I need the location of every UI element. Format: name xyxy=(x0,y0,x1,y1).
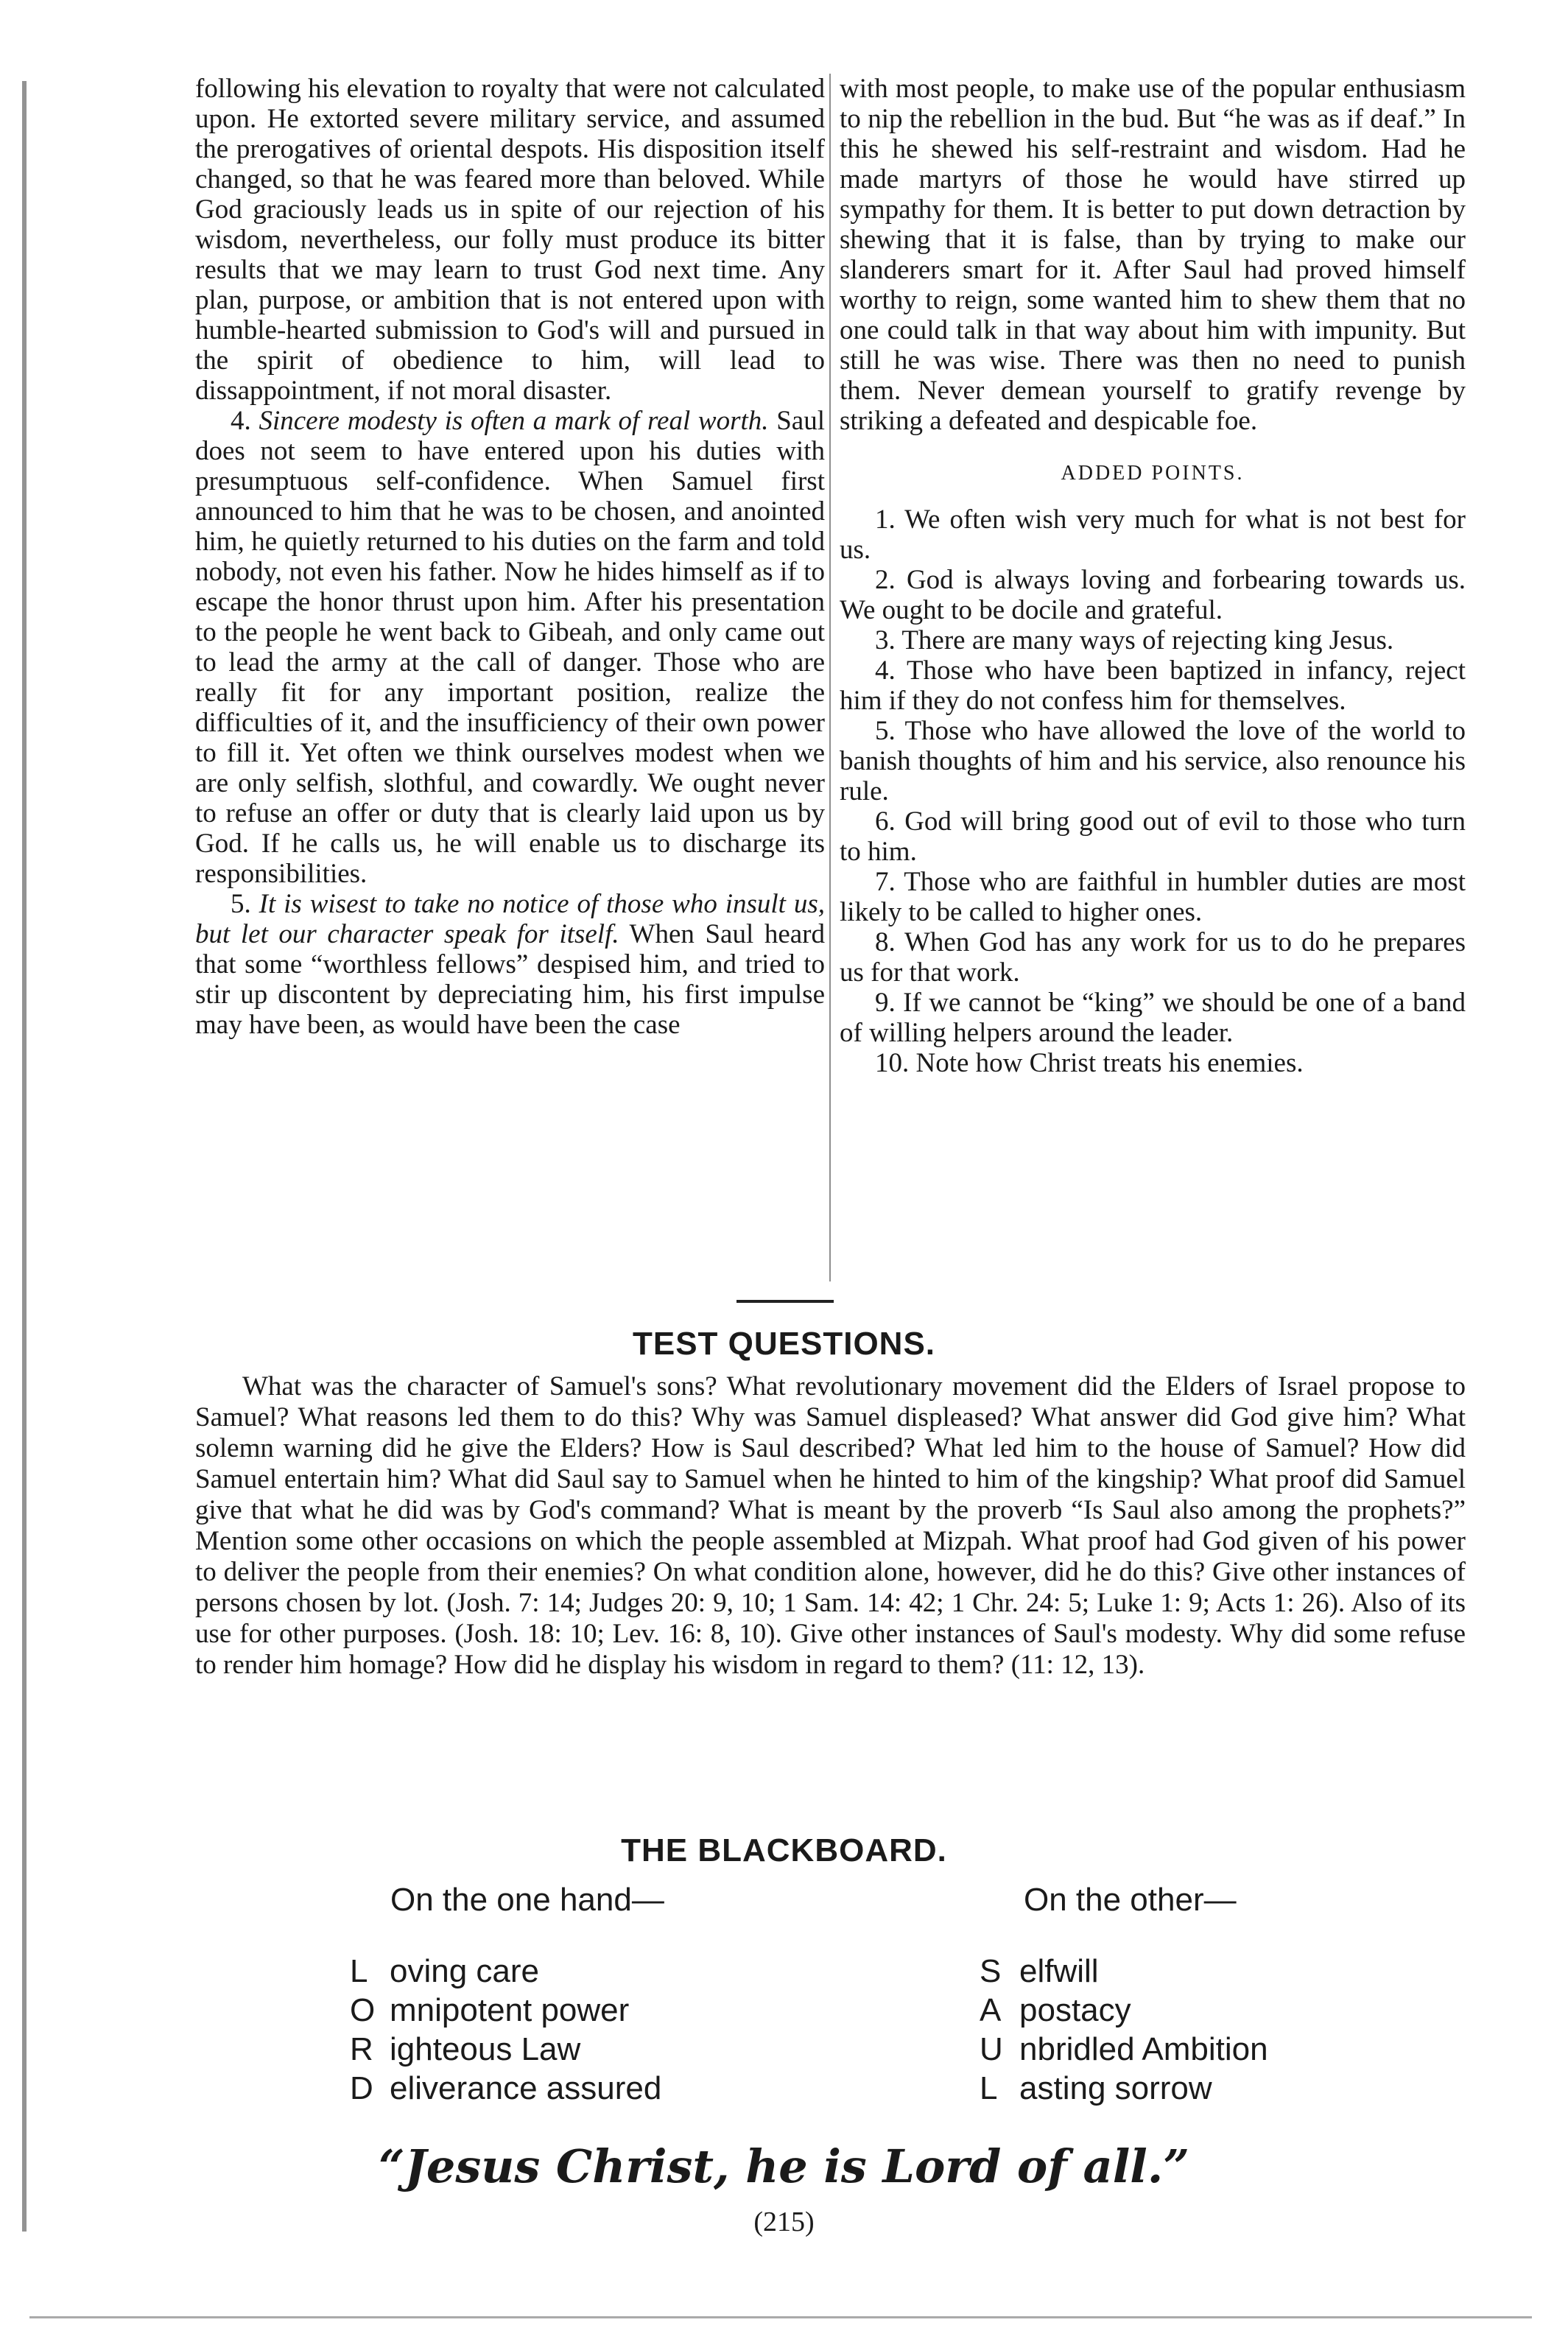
added-point: 3. There are many ways of rejecting king Jesus. xyxy=(875,625,1394,655)
added-point: 2. God is always loving and forbearing towards us. We ought to be docile and grateful. xyxy=(840,565,1466,625)
acrostic-lord xyxy=(350,1952,661,2108)
point-5 xyxy=(195,889,825,1040)
acrostic-row xyxy=(350,2069,661,2108)
right-column xyxy=(840,74,1466,1078)
blackboard-left-heading: On the one hand— xyxy=(390,1882,664,1918)
acrostic-letter: U xyxy=(980,2031,1003,2067)
added-point: 10. Note how Christ treats his enemies. xyxy=(875,1048,1304,1078)
left-column xyxy=(195,74,825,1040)
acrostic-word: asting sorrow xyxy=(1019,2070,1212,2106)
added-point: 4. Those who have been baptized in infancy, reject him if they do not confess him for themselves. xyxy=(840,655,1466,716)
right-paragraph-continued: with most people, to make use of the popular enthusiasm to nip the rebellion in the bud. But “he was as if deaf.” In this he shewed his self-restraint and wisdom. Had he made martyrs of those he would have stirred up sympathy for them. It is better to put down detraction by shewing that it is false, than by trying to make our slanderers smart for it. After Saul had proved himself worthy to reign, some wanted him to shew them that no one could talk in that way about him with impunity. But still he was wise. There was then no need to punish them. Never demean yourself to gratify revenge by striking a defeated and despicable foe. xyxy=(840,74,1466,436)
blackboard-title: THE BLACKBOARD. xyxy=(621,1832,947,1868)
acrostic-word: oving care xyxy=(390,1953,540,1989)
added-point: 1. We often wish very much for what is not best for us. xyxy=(840,504,1466,565)
section-rule xyxy=(736,1300,834,1303)
binding-edge xyxy=(22,81,27,2232)
acrostic-letter: S xyxy=(980,1953,1002,1989)
acrostic-row xyxy=(980,2030,1268,2069)
acrostic-word: mnipotent power xyxy=(390,1992,630,2028)
acrostic-letter: A xyxy=(980,1992,1002,2028)
added-point: 9. If we cannot be “king” we should be one of a band of willing helpers around the leader. xyxy=(840,988,1466,1048)
acrostic-word: postacy xyxy=(1019,1992,1131,2028)
acrostic-saul xyxy=(980,1952,1268,2108)
point-4-text: Saul does not seem to have entered upon his duties with presumptuous self-confidence. When Samuel first announced to him that he was to be chosen, and anointed him, he quietly returned to his duties on the farm and told nobody, not even his father. Now he hides himself as if to escape the honor thrust upon him. After his presentation to the people he went back to Gibeah, and only came out to lead the army at the call of danger. Those who are really fit for any important position, realize the difficulties of it, and the insufficiency of their own power to fill it. Yet often we think ourselves modest when we are only selfish, slothful, and cowardly. We ought never to refuse an offer or duty that is clearly laid upon us by God. If he calls us, he will enable us to discharge its responsibilities. xyxy=(195,406,826,889)
added-point: 5. Those who have allowed the love of the world to banish thoughts of him and his service, also renounce his rule. xyxy=(840,716,1466,806)
acrostic-row xyxy=(350,2030,661,2069)
acrostic-word: eliverance assured xyxy=(390,2070,662,2106)
acrostic-letter: D xyxy=(350,2070,373,2106)
point-4-heading: Sincere modesty is often a mark of real worth. xyxy=(259,406,769,436)
point-4-number: 4. xyxy=(231,406,251,436)
acrostic-letter: L xyxy=(350,1953,368,1989)
acrostic-row xyxy=(980,2069,1268,2108)
acrostic-letter: O xyxy=(350,1992,376,2028)
acrostic-row xyxy=(350,1952,661,1991)
point-4 xyxy=(195,406,825,889)
bottom-edge xyxy=(29,2316,1532,2318)
point-5-number: 5. xyxy=(231,889,251,919)
added-point: 8. When God has any work for us to do he prepares us for that work. xyxy=(840,927,1466,988)
acrostic-letter: R xyxy=(350,2031,373,2067)
left-paragraph-continued: following his elevation to royalty that were not calculated upon. He extorted severe military service, and assumed the prerogatives of oriental despots. His disposition itself changed, so that he was feared more than beloved. While God graciously leads us in spite of our rejection of his wisdom, nevertheless, our folly must produce its bitter results that we may learn to trust God next time. Any plan, purpose, or ambition that is not entered upon with humble-hearted submission to God's will and pursued in the spirit of obedience to him, will lead to dissappointment, if not moral disaster. xyxy=(195,74,825,406)
acrostic-word: ighteous Law xyxy=(390,2031,581,2067)
point-5-heading: It is wisest to take no notice of those who insult us, but let our character speak for itself. xyxy=(195,889,826,949)
page-number: (215) xyxy=(753,2206,815,2237)
acrostic-letter: L xyxy=(980,2070,998,2106)
point-5-text: When Saul heard that some “worthless fellows” despised him, and tried to stir up discontent by depreciating him, his first impulse may have been, as would have been the case xyxy=(195,919,825,1040)
motto: “Jesus Christ, he is Lord of all.” xyxy=(378,2139,1190,2193)
test-questions-text: What was the character of Samuel's sons? What revolutionary movement did the Elders of Israel propose to Samuel? What reasons led them to do this? Why was Samuel displeased? What answer did God give him? What solemn warning did he give the Elders? How is Saul described? What led him to the house of Samuel? How did Samuel entertain him? What did Saul say to Samuel when he hinted to him of the kingship? What proof did Samuel give that what he did was by God's command? What is meant by the proverb “Is Saul also among the prophets?” Mention some other occasions on which the people assembled at Mizpah. What proof had God given of his power to deliver the people from their enemies? On what condition alone, however, did he do this? Give other instances of persons chosen by lot. (Josh. 7: 14; Judges 20: 9, 10; 1 Sam. 14: 42; 1 Chr. 24: 5; Luke 1: 9; Acts 1: 26). Also of its use for other purposes. (Josh. 18: 10; Lev. 16: 8, 10). Give other instances of Saul's modesty. Why did some refuse to render him homage? How did he display his wisdom in regard to them? (11: 12, 13). xyxy=(195,1371,1466,1680)
acrostic-word: elfwill xyxy=(1019,1953,1099,1989)
column-divider xyxy=(829,74,831,1281)
acrostic-word: nbridled Ambition xyxy=(1019,2031,1268,2067)
acrostic-row xyxy=(350,1991,661,2030)
acrostic-row xyxy=(980,1952,1268,1991)
test-questions-title: TEST QUESTIONS. xyxy=(632,1326,936,1362)
added-points-heading: ADDED POINTS. xyxy=(1061,462,1245,485)
acrostic-row xyxy=(980,1991,1268,2030)
added-point: 6. God will bring good out of evil to those who turn to him. xyxy=(840,806,1466,867)
blackboard-right-heading: On the other— xyxy=(1024,1882,1237,1918)
added-point: 7. Those who are faithful in humbler duties are most likely to be called to higher ones. xyxy=(840,867,1466,927)
